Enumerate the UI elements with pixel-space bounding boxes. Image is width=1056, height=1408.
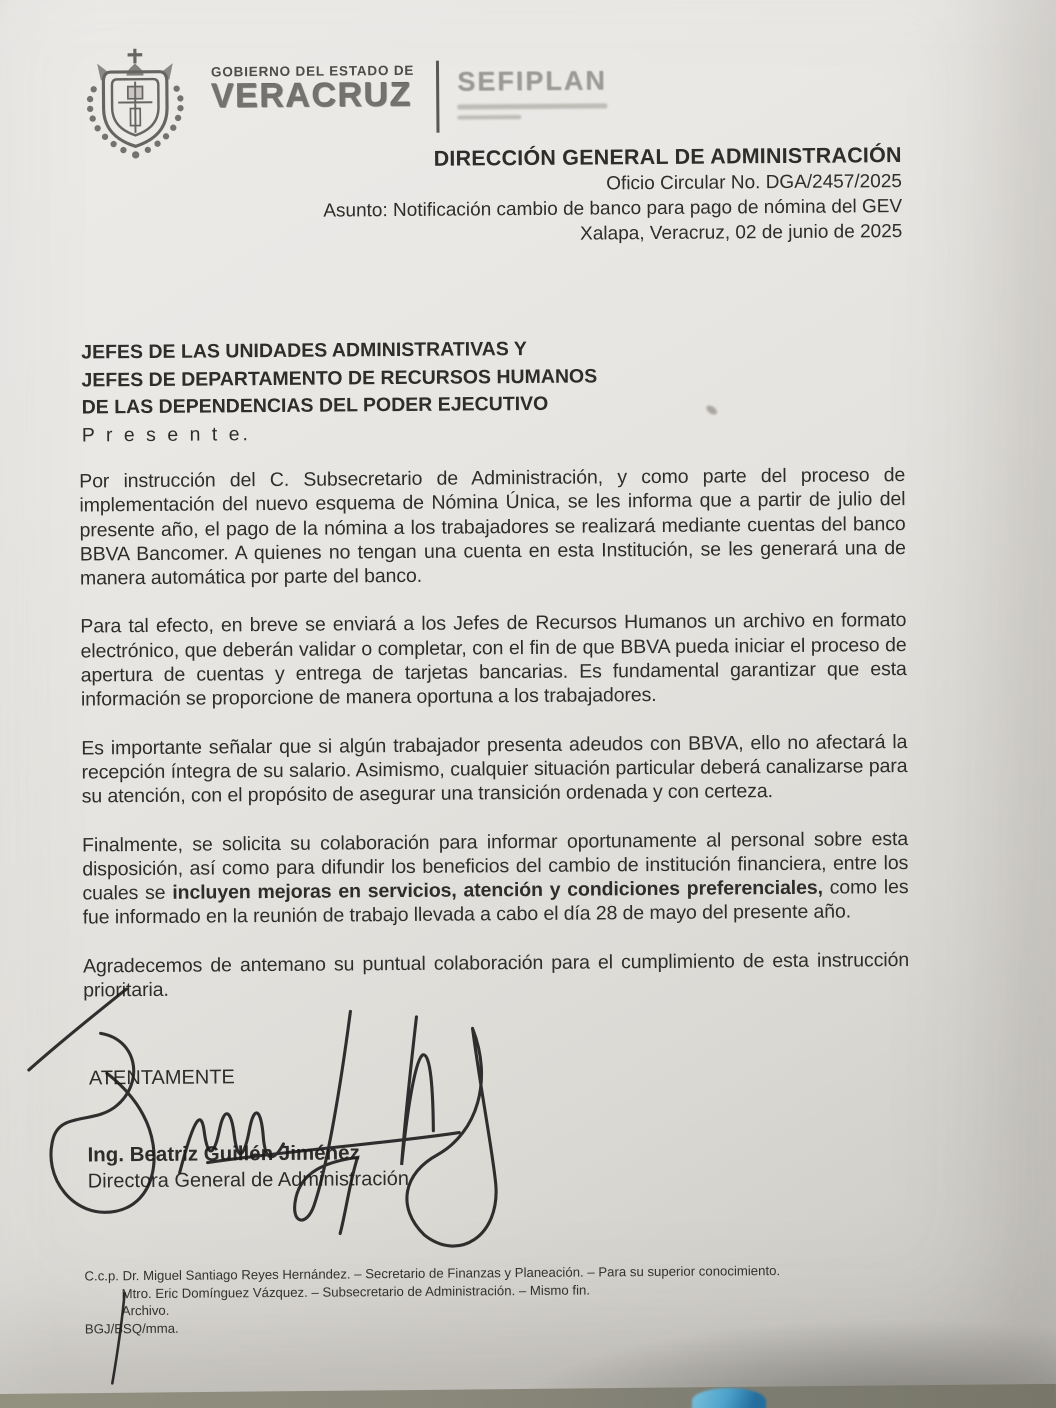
direccion-title: DIRECCIÓN GENERAL DE ADMINISTRACIÓN <box>433 143 902 171</box>
paragraph-4 <box>82 827 909 931</box>
paragraph-2: Para tal efecto, en breve se enviará a los Jefes de Recursos Humanos un archivo en formato electrónico, que deberán validar o completar, con el fin de que BBVA pueda iniciar el proceso de apertura de cuentas y entrega de tarjetas bancarias. Es fundamental garantizar que esta información se proporcione de manera oportuna a los trabajadores. <box>80 609 907 711</box>
letterhead-divider <box>436 61 440 133</box>
signer-name: Ing. Beatriz Guillén Jiménez <box>87 1141 360 1167</box>
paragraph-4-start: Finalmente, se solicita su colaboración para informar oportunamente al personal sobre esta disposición, así como para difundir los beneficios del cambio de institución financiera, entre los cuales se <box>82 827 909 905</box>
sefiplan-logo <box>457 65 607 119</box>
oficio-header <box>142 143 903 249</box>
sefiplan-subtitle-faded <box>457 103 607 109</box>
paragraph-4-end: como les fue informado en la reunión de trabajo llevada a cabo el día 28 de mayo del presente año. <box>82 876 909 929</box>
paper-smudge <box>705 404 719 417</box>
veracruz-wordmark: VERACRUZ <box>211 75 413 116</box>
letter-body <box>79 463 909 1027</box>
paragraph-3: Es importante señalar que si algún trabajador presenta adeudos con BBVA, ello no afectará la recepción íntegra de su salario. Asimismo, cualquier situación particular deberá canalizarse para su atención, con el propósito de asegurar una transición ordenada y con certeza. <box>81 730 908 808</box>
gobierno-del-estado-label: GOBIERNO DEL ESTADO DE <box>210 62 415 80</box>
signer-title: Directora General de Administración <box>87 1167 410 1193</box>
ccp-line-2: Mtro. Eric Domínguez Vázquez. – Subsecretario de Administración. – Mismo fin. <box>121 1282 591 1301</box>
subject-line: Asunto: Notificación cambio de banco para pago de nómina del GEV <box>323 196 903 222</box>
ccp-line-1: C.c.p. Dr. Miguel Santiago Reyes Hernández. – Secretario de Finanzas y Planeación. – Para su superior conocimiento. <box>84 1263 781 1284</box>
reference-initials: BGJ/BSQ/mma. <box>84 1320 179 1336</box>
addressee-line-3: DE LAS DEPENDENCIAS DEL PODER EJECUTIVO <box>81 392 549 419</box>
paragraph-5: Agradecemos de antemano su puntual colaboración para el cumplimiento de esta instrucción prioritaria. <box>82 948 910 1002</box>
gobierno-veracruz-logo <box>211 63 415 117</box>
ccp-line-3: Archivo. <box>121 1302 170 1319</box>
paragraph-1: Por instrucción del C. Subsecretario de Administración, y como parte del proceso de implementación del nuevo esquema de Nómina Única, se les informa que a partir de julio del presente año, el pago de la nómina a los trabajadores se realizará mediante cuentas del banco BBVA Bancomer. A quienes no tengan una cuenta en esta Institución, se les generará una de manera automática por parte del banco. <box>79 464 906 590</box>
paragraph-4-bold: incluyen mejoras en servicios, atención y condiciones preferenciales, <box>172 876 823 904</box>
oficio-number: Oficio Circular No. DGA/2457/2025 <box>606 171 902 195</box>
addressee-block <box>81 335 598 449</box>
blue-pen-cap <box>692 1388 766 1408</box>
signer-block <box>87 1141 409 1194</box>
sefiplan-subtitle-faded-2 <box>458 115 522 120</box>
addressee-line-2: JEFES DE DEPARTAMENTO DE RECURSOS HUMANOS <box>81 364 598 391</box>
sefiplan-wordmark: SEFIPLAN <box>457 65 607 97</box>
place-date-line: Xalapa, Veracruz, 02 de junio de 2025 <box>580 221 903 245</box>
salutation: ATENTAMENTE <box>88 1066 235 1090</box>
addressee-line-1: JEFES DE LAS UNIDADES ADMINISTRATIVAS Y <box>81 337 527 364</box>
presente-line: P r e s e n t e. <box>81 422 252 446</box>
